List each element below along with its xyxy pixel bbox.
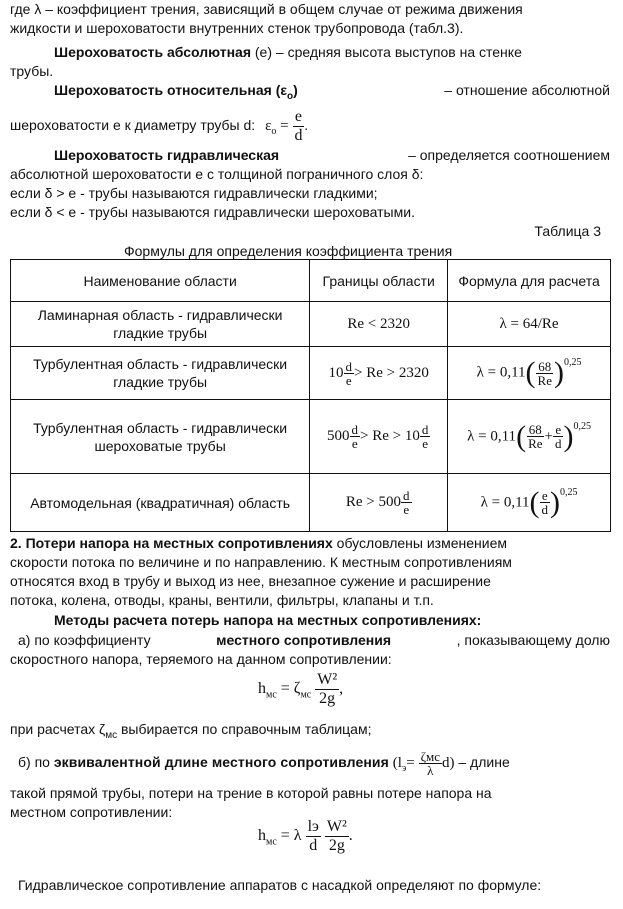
dot: . <box>348 827 353 845</box>
limit-fraction <box>350 423 361 450</box>
row-name: Ламинарная область - гидравлически гладкие трубы <box>11 302 310 347</box>
row-name: Автомодельная (квадратичная) область <box>11 474 310 532</box>
row-formula <box>448 474 611 532</box>
rel-fraction <box>292 108 304 145</box>
method-a-note <box>10 720 371 745</box>
num: ζмс <box>420 749 440 764</box>
f-fraction <box>536 360 554 387</box>
limit-b: > Re > 2320 <box>354 364 429 381</box>
rel-line2: шероховатости e к диаметру трубы d: <box>10 117 256 134</box>
limit-b: > Re > 10 <box>360 427 420 444</box>
b-bold: эквивалентной длине местного сопротивления <box>53 754 389 771</box>
abs-roughness-line <box>54 43 522 61</box>
den: e <box>422 436 428 451</box>
header-cell: Границы области <box>310 260 448 302</box>
b-close: d) <box>441 755 455 772</box>
b-pre: б) по <box>18 754 50 771</box>
text: где λ – коэффициент трения, зависящий в общем случае от режима движения <box>10 1 523 17</box>
hyd-line-4: если δ < e - трубы называются гидравлически шероховатыми. <box>10 204 415 220</box>
section2-line-2: скорости потока по величине и по направлению. К местным сопротивлениям <box>10 554 512 570</box>
den: d <box>554 436 562 451</box>
section2-title-rest: обусловлены изменением <box>332 535 507 551</box>
abs-term: Шероховатость абсолютная <box>54 44 251 60</box>
row-name: Турбулентная область - гидравлически шероховатые трубы <box>11 400 310 474</box>
f-pre: λ = 0,11 <box>467 427 517 444</box>
den: d <box>294 127 303 144</box>
num: d <box>351 422 359 437</box>
h: h <box>258 827 266 845</box>
limit-fraction-2 <box>420 423 431 450</box>
den: Re <box>537 372 552 388</box>
num: d <box>403 488 410 503</box>
h-sub: мс <box>266 689 277 701</box>
f-fraction <box>540 489 551 516</box>
power: 0,25 <box>560 486 578 498</box>
h: h <box>258 680 266 698</box>
num: W² <box>317 671 338 688</box>
rel-term-end: ) <box>293 82 298 98</box>
limit-fraction <box>401 489 412 516</box>
w-fraction <box>315 671 339 708</box>
eq-lambda: = λ <box>280 827 302 845</box>
den: e <box>345 372 352 388</box>
b-fraction <box>419 750 442 777</box>
comma: , <box>339 680 344 698</box>
den: 2g <box>319 690 336 707</box>
table-row <box>11 347 611 400</box>
rel-term: Шероховатость относительная (ε <box>54 82 288 98</box>
den: λ <box>427 763 434 778</box>
method-a-line <box>18 631 610 649</box>
num: W² <box>326 818 347 835</box>
formula-h-zeta <box>258 671 343 708</box>
hyd-line-3: если δ > e - трубы называются гидравлически гладкими; <box>10 185 378 201</box>
header-cell: Наименование области <box>11 260 310 302</box>
row-formula: λ = 64/Re <box>448 302 611 347</box>
hyd-roughness-line <box>54 146 610 164</box>
a-note-rest: выбирается по справочным таблицам; <box>117 721 372 737</box>
table-row <box>11 474 611 532</box>
den: d <box>541 502 549 517</box>
rel-roughness-line <box>54 81 610 106</box>
a-note-sub: мс <box>105 729 118 741</box>
b-eq: = <box>406 755 415 772</box>
section2-line-4: потока, колена, отводы, краны, вентили, фильтры, клапаны и т.п. <box>10 592 434 608</box>
eq-zeta: = ζ <box>280 680 301 698</box>
den: e <box>403 502 410 517</box>
b-line2: такой прямой трубы, потери на трение в которой равны потере напора на <box>10 785 492 801</box>
last-line: Гидравлическое сопротивление аппаратов с насадкой определяют по формуле: <box>18 877 542 893</box>
power: 0,25 <box>564 357 582 368</box>
paren-open: ( <box>525 356 536 389</box>
method-b-line <box>18 750 510 778</box>
row-formula <box>448 347 611 400</box>
f-fraction-2 <box>553 423 564 450</box>
methods-title: Методы расчета потерь напора на местных сопротивлениях: <box>54 612 482 628</box>
row-name: Турбулентная область - гидравлически гладкие трубы <box>11 347 310 400</box>
a-pre: а) по коэффициенту <box>18 632 151 648</box>
b-sub: э <box>401 763 407 775</box>
table-row <box>11 400 611 474</box>
paren-close: ) <box>563 419 574 453</box>
den: d <box>309 837 318 854</box>
paren-close: ) <box>550 485 561 519</box>
rel-roughness-line-2 <box>10 108 308 145</box>
section2-line-3: относятся вход в трубу и выход из нее, внезапное сужение и расширение <box>10 573 491 589</box>
f-fraction <box>526 423 544 450</box>
paren-close: ) <box>554 356 564 389</box>
abs-rest: (e) – средняя высота выступов на стенке <box>251 44 522 60</box>
section2-heading <box>10 534 610 552</box>
rel-sub: o <box>287 90 294 102</box>
method-b-line-3: местном сопротивлении: <box>10 804 173 820</box>
power: 0,25 <box>573 420 591 432</box>
formula-h-lambda <box>258 818 353 855</box>
den: Re <box>528 436 543 451</box>
table-label: Таблица 3 <box>534 223 601 239</box>
table-row <box>11 302 611 347</box>
l-fraction <box>306 818 321 855</box>
den: e <box>351 436 358 451</box>
table-caption: Формулы для определения коэффициента трения <box>124 243 453 259</box>
limit-a: Re > 500 <box>345 493 401 510</box>
num: d <box>345 358 353 374</box>
num: d <box>421 422 429 437</box>
num: 68 <box>528 422 542 437</box>
w-fraction <box>325 818 349 855</box>
num: e <box>294 108 303 125</box>
hyd-line-2: абсолютной шероховатости e с толщиной пограничного слоя δ: <box>10 166 424 182</box>
section2-title: 2. Потери напора на местных сопротивлениях <box>10 535 333 551</box>
plus: + <box>544 427 553 444</box>
a-bold: местного сопротивления <box>216 632 392 648</box>
f-pre: λ = 0,11 <box>476 364 526 381</box>
eps: ε <box>265 118 272 135</box>
zeta-sub: мс <box>300 689 312 701</box>
hyd-term: Шероховатость гидравлическая <box>54 147 280 163</box>
friction-table <box>10 259 611 532</box>
num: lэ <box>307 818 319 835</box>
limit-a: 10 <box>328 364 344 381</box>
paren-open: ( <box>529 485 540 519</box>
row-limit: Re < 2320 <box>310 302 448 347</box>
row-limit <box>310 400 448 474</box>
method-b-line-2 <box>10 784 610 802</box>
dot: . <box>304 119 308 135</box>
num: e <box>555 422 562 437</box>
paren-open: ( <box>516 419 527 453</box>
f-pre: λ = 0,11 <box>480 493 530 510</box>
num: e <box>541 488 548 503</box>
den: 2g <box>328 837 345 854</box>
header-cell: Формула для расчета <box>448 260 611 302</box>
h-sub: мс <box>266 836 277 848</box>
eq: = <box>280 118 289 135</box>
a-rest: , показывающему долю <box>456 632 610 648</box>
table-header-row <box>11 260 611 302</box>
eps-sub: o <box>271 126 277 138</box>
rel-rest: – отношение абсолютной <box>444 82 610 98</box>
row-formula <box>448 400 611 474</box>
intro-line-1 <box>10 0 610 18</box>
row-limit <box>310 474 448 532</box>
abs-roughness-line-2: трубы. <box>10 63 54 79</box>
b-open: (l <box>392 755 402 772</box>
limit-a: 500 <box>327 427 350 444</box>
limit-fraction <box>344 360 355 387</box>
a-note-pre: при расчетах ζ <box>10 721 106 737</box>
b-rest: – длине <box>458 754 510 771</box>
hyd-rest: – определяется соотношением <box>408 147 610 163</box>
intro-line-2: жидкости и шероховатости внутренних стенок трубопровода (табл.3). <box>10 20 464 36</box>
num: 68 <box>538 358 552 374</box>
row-limit <box>310 347 448 400</box>
method-a-line-2: скоростного напора, теряемого на данном сопротивлении: <box>10 651 392 667</box>
